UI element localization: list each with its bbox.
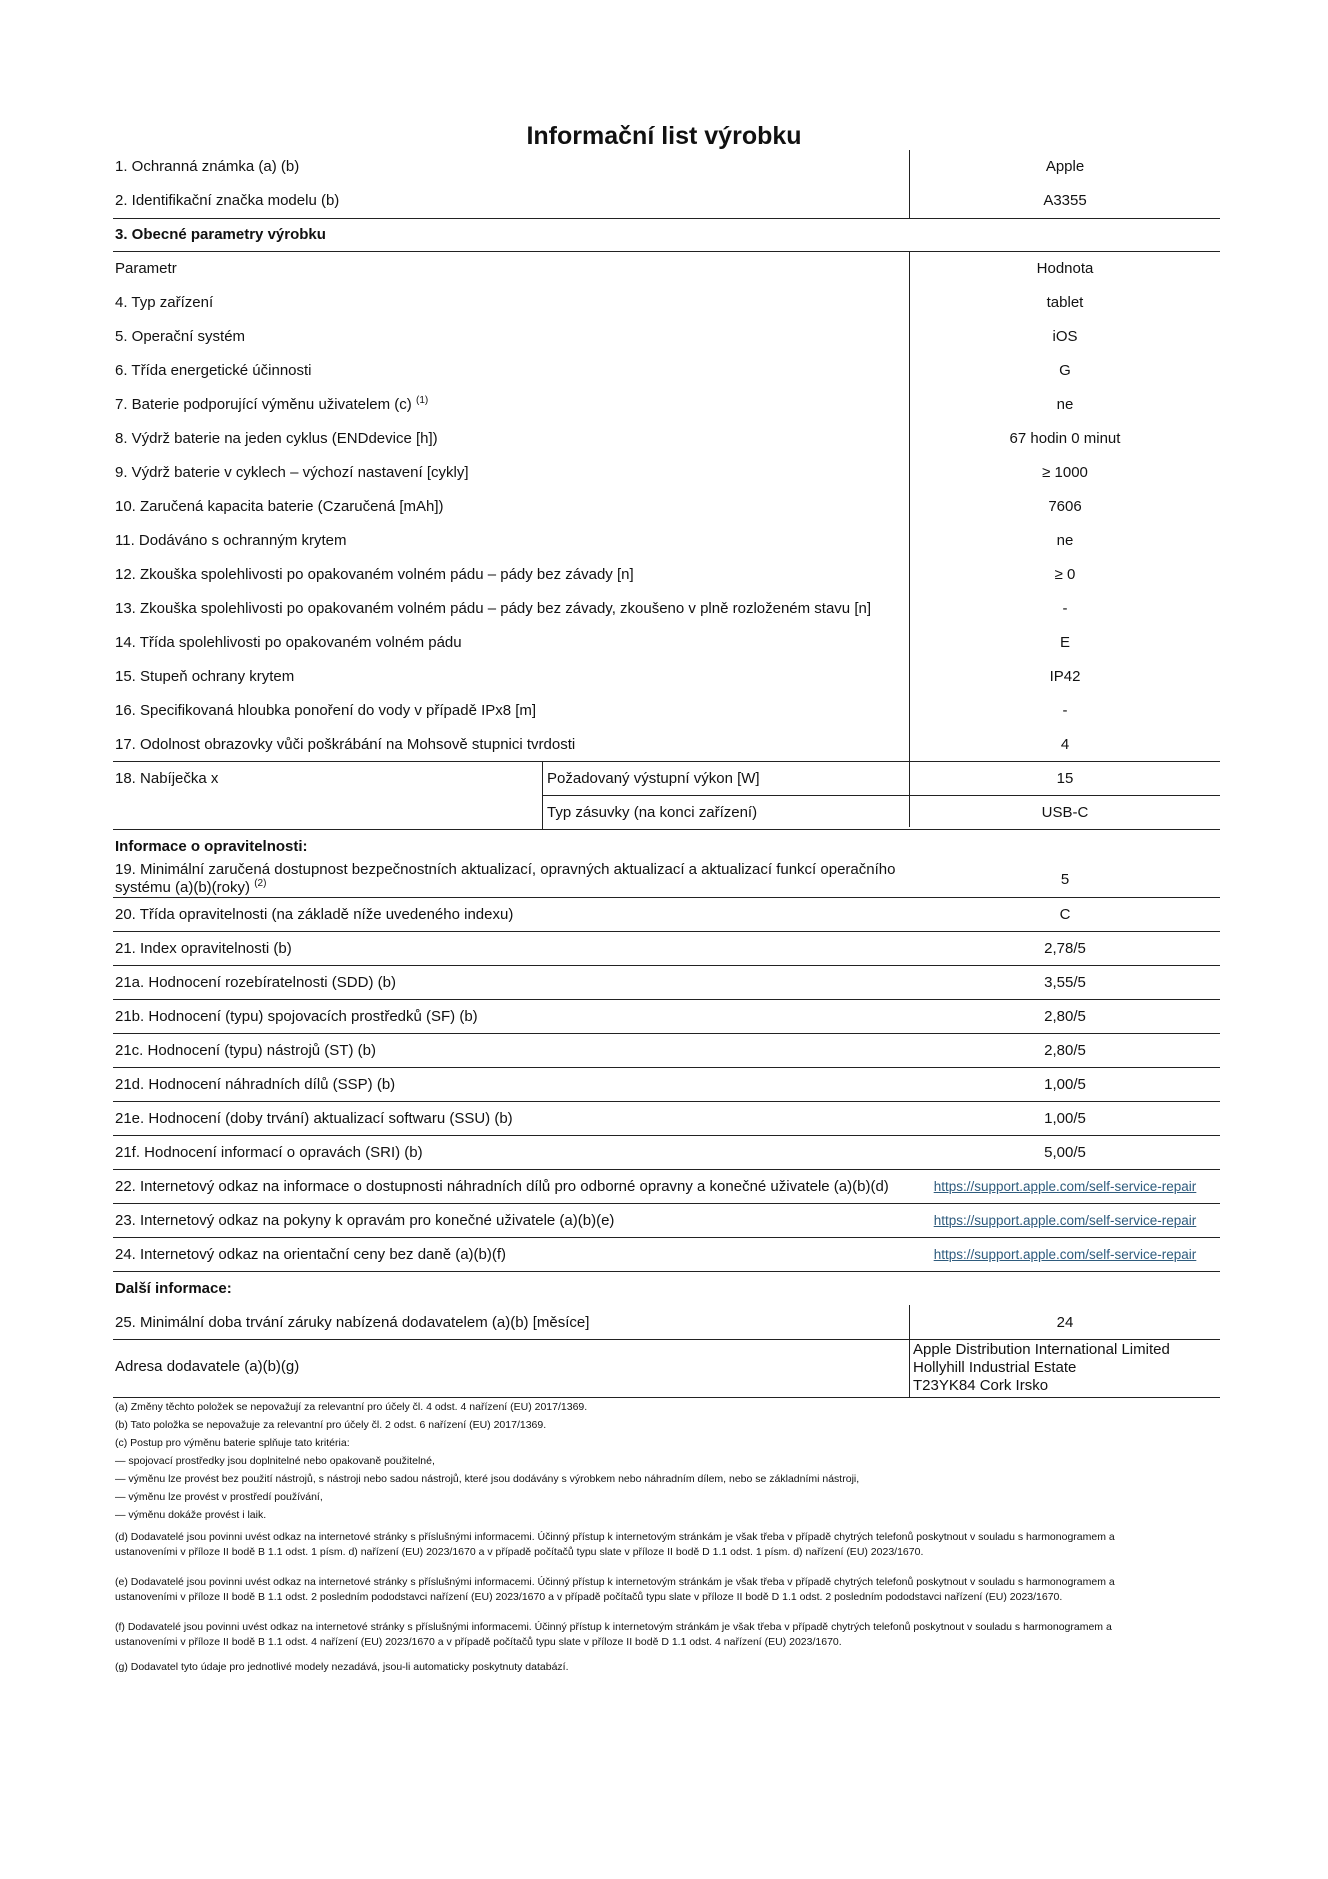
section-general-heading: 3. Obecné parametry výrobku [115, 226, 326, 243]
footnote-ref: (1) [415, 395, 429, 406]
rule [113, 1067, 1220, 1068]
rule [113, 1169, 1220, 1170]
param-value: 67 hodin 0 minut [1009, 430, 1121, 447]
footnote-a: (a) Změny těchto položek se nepovažují za relevantní pro účely čl. 4 odst. 4 nařízení (EU) 2017/1369. [115, 1401, 588, 1413]
rule [113, 1397, 1220, 1398]
supplier-address-line1: Apple Distribution International Limited [913, 1341, 1170, 1358]
repair-value: 2,80/5 [1044, 1008, 1086, 1025]
footnote-b: (b) Tato položka se nepovažuje za relevantní pro účely čl. 2 odst. 6 nařízení (EU) 2017/1369. [115, 1419, 547, 1431]
footnote-f-line2: ustanoveními v příloze II bodě B 1.1 odst. 4 nařízení (EU) 2023/1670 a v případě počítačů typu slate v příloze II bodě D 1.1 odst. 4 nařízení (EU) 2023/1670. [115, 1636, 842, 1648]
repair-label: 20. Třída opravitelnosti (na základě níže uvedeného indexu) [115, 906, 514, 923]
rule [113, 1135, 1220, 1136]
repair-value: 2,80/5 [1044, 1042, 1086, 1059]
repair-label: 21a. Hodnocení rozebíratelnosti (SDD) (b) [115, 974, 396, 991]
repair-value: C [1059, 906, 1071, 923]
rule [113, 251, 1220, 252]
page-title: Informační list výrobku [526, 122, 802, 150]
param-label: 11. Dodáváno s ochranným krytem [115, 532, 347, 549]
footnote-g: (g) Dodavatel tyto údaje pro jednotlivé modely nezadává, jsou-li automaticky poskytnuty databází. [115, 1661, 569, 1673]
param-value: ne [1056, 532, 1074, 549]
footnote-e-line1: (e) Dodavatelé jsou povinni uvést odkaz na internetové stránky s příslušnými informacemi. Účinný přístup k internetovým stránkám je však třeba v případě chytrých telefonů poskytnout v souladu s harmonogramem a [115, 1576, 1115, 1588]
charger-power-value: 15 [1056, 770, 1074, 787]
charger-socket-value: USB-C [1041, 804, 1089, 821]
param-label: 13. Zkouška spolehlivosti po opakovaném volném pádu – pády bez závady, zkoušeno v plně rozloženém stavu [n] [115, 600, 871, 617]
repair-label: 21c. Hodnocení (typu) nástrojů (ST) (b) [115, 1042, 376, 1059]
spare-parts-link[interactable]: https://support.apple.com/self-service-repair [933, 1179, 1197, 1194]
param-label: 12. Zkouška spolehlivosti po opakovaném volném pádu – pády bez závady [n] [115, 566, 634, 583]
other-info-heading: Další informace: [115, 1280, 232, 1297]
repair-label: 21d. Hodnocení náhradních dílů (SSP) (b) [115, 1076, 396, 1093]
param-value: tablet [1046, 294, 1084, 311]
rule [113, 1203, 1220, 1204]
repair-label: 21. Index opravitelnosti (b) [115, 940, 292, 957]
param-label: 5. Operační systém [115, 328, 246, 345]
footnote-e-line2: ustanoveními v příloze II bodě B 1.1 odst. 2 posledním pododstavci nařízení (EU) 2023/1670 a v případě počítačů typu slate v příloze II bodě D 1.1 odst. 2 posledním pododstavci nařízení (EU) 2023/1670. [115, 1591, 1063, 1603]
rule [113, 1339, 1220, 1340]
charger-label: 18. Nabíječka x [115, 770, 219, 787]
repair-value: 3,55/5 [1044, 974, 1086, 991]
param-value: iOS [1052, 328, 1078, 345]
repair-label: 21f. Hodnocení informací o opravách (SRI) (b) [115, 1144, 423, 1161]
rule [113, 897, 1220, 898]
rule [113, 965, 1220, 966]
model-label: 2. Identifikační značka modelu (b) [115, 192, 340, 209]
param-value: E [1059, 634, 1070, 651]
footnote-c-item: — výměnu dokáže provést i laik. [115, 1509, 267, 1521]
param-label: 4. Typ zařízení [115, 294, 214, 311]
prices-link[interactable]: https://support.apple.com/self-service-repair [933, 1247, 1197, 1262]
rule [113, 761, 1220, 762]
model-value: A3355 [1043, 192, 1087, 209]
param-label: 14. Třída spolehlivosti po opakovaném volném pádu [115, 634, 462, 651]
param-label-text: 7. Baterie podporující výměnu uživatelem (c) [115, 396, 412, 413]
rule [113, 1101, 1220, 1102]
charger-socket-label: Typ zásuvky (na konci zařízení) [547, 804, 758, 821]
param-value: - [1062, 600, 1068, 617]
os-updates-label-text: systému (a)(b)(roky) [115, 879, 251, 896]
os-updates-label-line2 [115, 879, 266, 897]
repair-value: 5,00/5 [1044, 1144, 1086, 1161]
param-value: IP42 [1049, 668, 1081, 685]
param-label: 10. Zaručená kapacita baterie (Czaručená [mAh]) [115, 498, 444, 515]
trademark-label: 1. Ochranná známka (a) (b) [115, 158, 300, 175]
rule [113, 218, 1220, 219]
charger-power-label: Požadovaný výstupní výkon [W] [547, 770, 760, 787]
rule [113, 1033, 1220, 1034]
param-label: 15. Stupeň ochrany krytem [115, 668, 295, 685]
param-label: 17. Odolnost obrazovky vůči poškrábání na Mohsově stupnici tvrdosti [115, 736, 576, 753]
repair-value: 1,00/5 [1044, 1076, 1086, 1093]
param-value: - [1062, 702, 1068, 719]
footnote-d-line2: ustanoveními v příloze II bodě B 1.1 odst. 1 písm. d) nařízení (EU) 2023/1670 a v případě počítačů typu slate v příloze II bodě D 1.1 odst. 1 písm. d) nařízení (EU) 2023/1670. [115, 1546, 924, 1558]
warranty-label: 25. Minimální doba trvání záruky nabízená dodavatelem (a)(b) [měsíce] [115, 1314, 590, 1331]
footnote-c: (c) Postup pro výměnu baterie splňuje tato kritéria: [115, 1437, 350, 1449]
footnote-c-item: — výměnu lze provést v prostředí používání, [115, 1491, 323, 1503]
repair-instructions-link[interactable]: https://support.apple.com/self-service-repair [933, 1213, 1197, 1228]
param-value: 4 [1060, 736, 1070, 753]
os-updates-label-line1: 19. Minimální zaručená dostupnost bezpečnostních aktualizací, opravných aktualizací a aktualizací funkcí operačního [115, 861, 896, 878]
rule [113, 829, 1220, 830]
rule [543, 795, 1220, 796]
param-value: ≥ 1000 [1042, 464, 1088, 481]
footnote-d-line1: (d) Dodavatelé jsou povinni uvést odkaz na internetové stránky s příslušnými informacemi. Účinný přístup k internetovým stránkám je však třeba v případě chytrých telefonů poskytnout v souladu s harmonogramem a [115, 1531, 1115, 1543]
param-value: G [1059, 362, 1071, 379]
footnote-f-line1: (f) Dodavatelé jsou povinni uvést odkaz na internetové stránky s příslušnými informacemi. Účinný přístup k internetovým stránkám je však třeba v případě chytrých telefonů poskytnout v souladu s harmonogramem a [115, 1621, 1112, 1633]
supplier-address-label: Adresa dodavatele (a)(b)(g) [115, 1358, 300, 1375]
param-value: ne [1056, 396, 1074, 413]
param-label: 8. Výdrž baterie na jeden cyklus (ENDdevice [h]) [115, 430, 438, 447]
footnote-ref: (2) [254, 878, 267, 889]
supplier-address-line3: T23YK84 Cork Irsko [913, 1377, 1049, 1394]
warranty-value: 24 [1056, 1314, 1074, 1331]
repair-value: 2,78/5 [1044, 940, 1086, 957]
footnote-c-item: — spojovací prostředky jsou doplnitelné nebo opakovaně použitelné, [115, 1455, 435, 1467]
repair-label: 21b. Hodnocení (typu) spojovacích prostředků (SF) (b) [115, 1008, 478, 1025]
repair-value: 1,00/5 [1044, 1110, 1086, 1127]
param-label [115, 396, 428, 414]
rule [113, 999, 1220, 1000]
column-header-value: Hodnota [1036, 260, 1094, 277]
param-label: 9. Výdrž baterie v cyklech – výchozí nastavení [cykly] [115, 464, 469, 481]
repair-label: 21e. Hodnocení (doby trvání) aktualizací softwaru (SSU) (b) [115, 1110, 513, 1127]
rule [113, 1271, 1220, 1272]
param-value: ≥ 0 [1054, 566, 1076, 583]
spare-parts-link-label: 22. Internetový odkaz na informace o dostupnosti náhradních dílů pro odborné opravny a konečné uživatele (a)(b)(d) [115, 1178, 889, 1195]
repairability-heading: Informace o opravitelnosti: [115, 838, 308, 855]
footnote-c-item: — výměnu lze provést bez použití nástrojů, s nástroji nebo sadou nástrojů, které jsou dodávány s výrobkem nebo náhradním dílem, nebo se základními nástroji, [115, 1473, 860, 1485]
rule [113, 1237, 1220, 1238]
param-label: 6. Třída energetické účinnosti [115, 362, 312, 379]
param-label: 16. Specifikovaná hloubka ponoření do vody v případě IPx8 [m] [115, 702, 537, 719]
param-value: 7606 [1048, 498, 1082, 515]
column-header-parameter: Parametr [115, 260, 177, 277]
trademark-value: Apple [1045, 158, 1085, 175]
prices-link-label: 24. Internetový odkaz na orientační ceny bez daně (a)(b)(f) [115, 1246, 507, 1263]
rule [113, 931, 1220, 932]
supplier-address-line2: Hollyhill Industrial Estate [913, 1359, 1077, 1376]
repair-instructions-link-label: 23. Internetový odkaz na pokyny k opravám pro konečné uživatele (a)(b)(e) [115, 1212, 615, 1229]
os-updates-value: 5 [1060, 871, 1070, 888]
